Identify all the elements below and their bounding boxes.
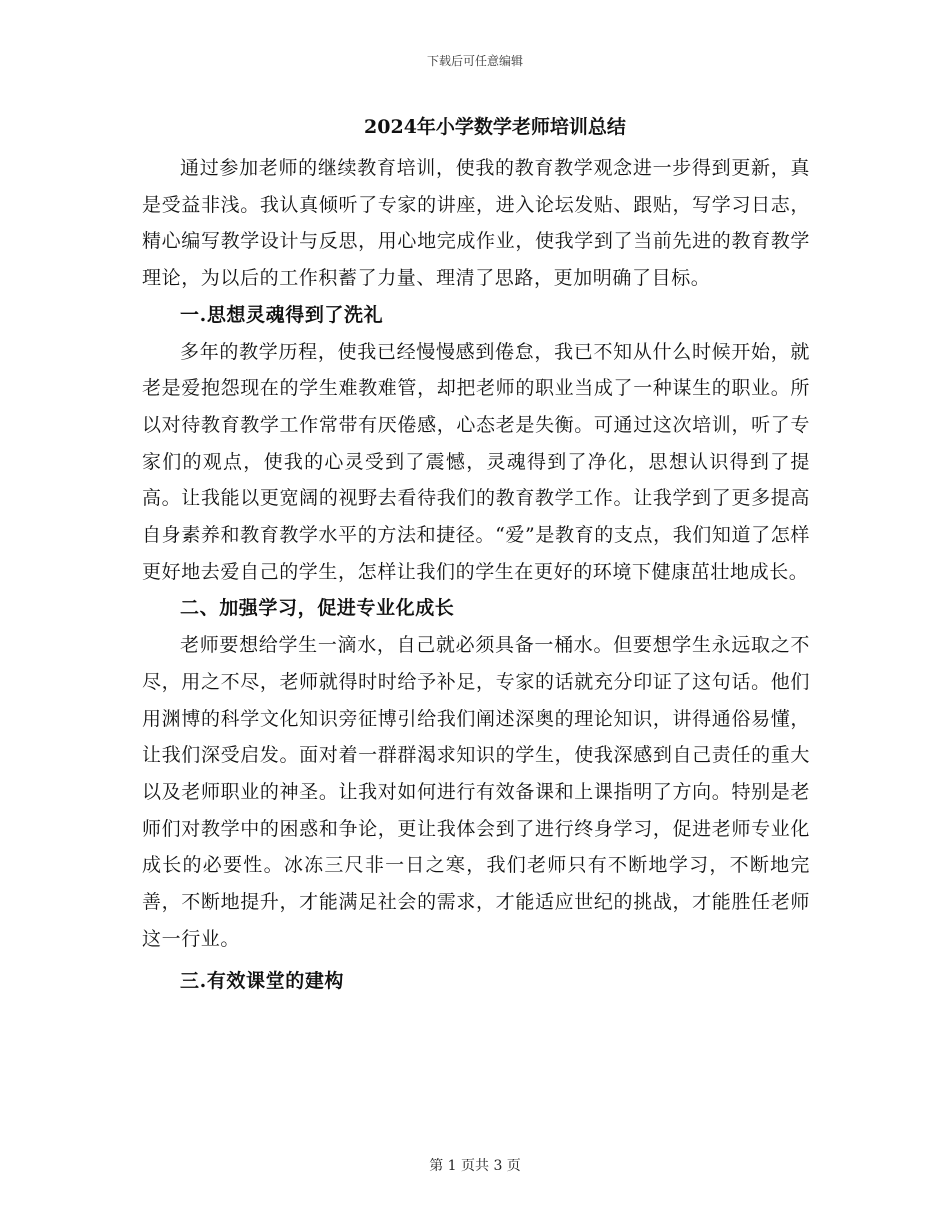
- section-2-paragraph: 老师要想给学生一滴水，自己就必须具备一桶水。但要想学生永远取之不尽，用之不尽，老师就得时时给予补足，专家的话就充分印证了这句话。他们用渊博的科学文化知识旁征博引给我们阐述深奥的理论知识，讲得通俗易懂，让我们深受启发。面对着一群群渴求知识的学生，使我深感到自己责任的重大以及老师职业的神圣。让我对如何进行有效备课和上课指明了方向。特别是老师们对教学中的困惑和争论，更让我体会到了进行终身学习，促进老师专业化成长的必要性。冰冻三尺非一日之寒，我们老师只有不断地学习，不断地完善，不断地提升，才能满足社会的需求，才能适应世纪的挑战，才能胜任老师这一行业。: [142, 634, 810, 950]
- page-number: 第 1 页共 3 页: [429, 1158, 521, 1174]
- intro-paragraph: 通过参加老师的继续教育培训，使我的教育教学观念进一步得到更新，真是受益非浅。我认真倾听了专家的讲座，进入论坛发贴、跟贴，写学习日志，精心编写教学设计与反思，用心地完成作业，使我学到了当前先进的教育教学理论，为以后的工作积蓄了力量、理清了思路，更加明确了目标。: [142, 157, 810, 290]
- section-1-heading: 一.思想灵魂得到了洗礼: [180, 303, 384, 326]
- section-1-paragraph: 多年的教学历程，使我已经慢慢感到倦怠，我已不知从什么时候开始，就老是爱抱怨现在的学生难教难管，却把老师的职业当成了一种谋生的职业。所以对待教育教学工作常带有厌倦感，心态老是失衡。可通过这次培训，听了专家们的观点，使我的心灵受到了震憾，灵魂得到了净化，思想认识得到了提高。让我能以更宽阔的视野去看待我们的教育教学工作。让我学到了更多提高自身素养和教育教学水平的方法和捷径。“爱”是教育的支点，我们知道了怎样更好地去爱自己的学生，怎样让我们的学生在更好的环境下健康茁壮地成长。: [142, 340, 810, 583]
- section-3-heading: 三.有效课堂的建构: [180, 970, 345, 993]
- section-2-heading: 二、加强学习，促进专业化成长: [180, 597, 455, 620]
- document-title: 2024年小学数学老师培训总结: [364, 116, 626, 138]
- document-body: [142, 150, 810, 1000]
- header-note: 下载后可任意编辑: [426, 54, 523, 68]
